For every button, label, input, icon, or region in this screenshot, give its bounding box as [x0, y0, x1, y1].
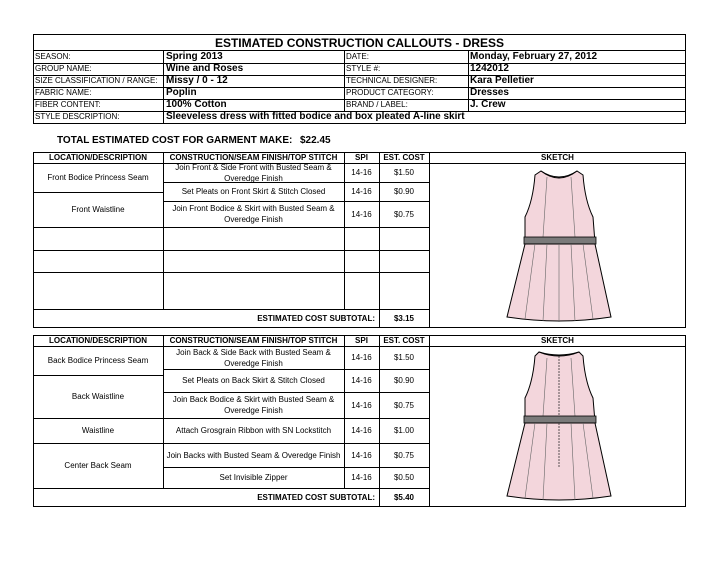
front-subtotal-value: $3.15 — [393, 313, 415, 323]
fiber-label: FIBER CONTENT: — [35, 100, 101, 109]
back-row-2-cost: $0.90 — [393, 376, 415, 385]
front-row-1-spi: 14-16 — [351, 168, 372, 177]
back-row-2-spi: 14-16 — [351, 376, 372, 385]
product-category-label: PRODUCT CATEGORY: — [346, 88, 434, 97]
technical-designer-label: TECHNICAL DESIGNER: — [346, 76, 438, 85]
back-construction-header: CONSTRUCTION/SEAM FINISH/TOP STITCH — [169, 336, 338, 345]
sheet-title: ESTIMATED CONSTRUCTION CALLOUTS - DRESS — [33, 34, 686, 51]
back-location-center-back-seam: Center Back Seam — [64, 461, 132, 470]
back-row-1-spi: 14-16 — [351, 353, 372, 362]
back-row-6-cost: $0.50 — [393, 473, 415, 482]
back-row-3-construction: Join Back Bodice & Skirt with Busted Seam & Overedge Finish — [172, 395, 335, 415]
back-subtotal-value: $5.40 — [393, 492, 415, 502]
group-value: Wine and Roses — [166, 63, 244, 74]
back-row-6-construction: Set Invisible Zipper — [219, 473, 288, 482]
front-spi-header: SPI — [355, 153, 368, 162]
back-row-3-cost: $0.75 — [393, 400, 415, 410]
size-label: SIZE CLASSIFICATION / RANGE: — [35, 76, 158, 85]
front-location-header: LOCATION/DESCRIPTION — [48, 153, 148, 162]
date-value: Monday, February 27, 2012 — [470, 51, 598, 62]
front-subtotal-label: ESTIMATED COST SUBTOTAL: — [257, 313, 375, 323]
back-row-5-spi: 14-16 — [351, 450, 372, 460]
back-row-4-construction: Attach Grosgrain Ribbon with SN Lockstitch — [175, 426, 332, 435]
brand-label: BRAND / LABEL: — [346, 100, 408, 109]
style-number-value: 1242012 — [470, 63, 509, 74]
style-number-label: STYLE #: — [346, 64, 381, 73]
back-location-princess-seam: Back Bodice Princess Seam — [47, 356, 149, 365]
front-cost-header: EST. COST — [383, 153, 425, 162]
front-construction-header: CONSTRUCTION/SEAM FINISH/TOP STITCH — [169, 153, 338, 162]
technical-designer-value: Kara Pelletier — [470, 75, 534, 86]
back-row-5-construction: Join Backs with Busted Seam & Overedge Finish — [166, 450, 341, 460]
back-sketch-header: SKETCH — [541, 336, 574, 345]
fabric-label: FABRIC NAME: — [35, 88, 92, 97]
back-cost-header: EST. COST — [383, 336, 425, 345]
front-callout-table — [33, 152, 686, 327]
product-category-value: Dresses — [470, 87, 509, 98]
front-row-1-cost: $1.50 — [393, 168, 415, 177]
back-row-3-spi: 14-16 — [351, 400, 372, 410]
back-row-4-spi: 14-16 — [351, 426, 372, 435]
front-row-2-cost: $0.90 — [393, 187, 415, 196]
front-row-3-cost: $0.75 — [393, 209, 415, 219]
size-value: Missy / 0 - 12 — [166, 75, 228, 86]
back-location-header: LOCATION/DESCRIPTION — [48, 336, 148, 345]
front-row-2-construction: Set Pleats on Front Skirt & Stitch Closed — [181, 187, 326, 196]
group-label: GROUP NAME: — [35, 64, 92, 73]
front-row-3-construction: Join Front Bodice & Skirt with Busted Seam & Overedge Finish — [172, 204, 335, 224]
fabric-value: Poplin — [166, 87, 197, 98]
front-row-3-spi: 14-16 — [351, 209, 372, 219]
style-description-label: STYLE DESCRIPTION: — [35, 112, 120, 121]
back-location-ribbon-waistline: Waistline — [81, 426, 115, 435]
back-dress-sketch — [503, 348, 615, 504]
info-block — [33, 51, 686, 123]
front-row-1-construction: Join Front & Side Front with Busted Seam & Overedge Finish — [175, 162, 332, 183]
back-row-2-construction: Set Pleats on Back Skirt & Stitch Closed — [182, 376, 325, 385]
style-description-value: Sleeveless dress with fitted bodice and box pleated A-line skirt — [166, 111, 465, 122]
construction-callout-sheet — [33, 34, 686, 508]
front-sketch-header: SKETCH — [541, 153, 574, 162]
season-value: Spring 2013 — [166, 51, 223, 62]
back-spi-header: SPI — [355, 336, 368, 345]
season-label: SEASON: — [35, 52, 71, 61]
front-location-waistline: Front Waistline — [71, 205, 125, 214]
date-label: DATE: — [346, 52, 369, 61]
back-row-1-cost: $1.50 — [393, 353, 415, 362]
fiber-value: 100% Cotton — [166, 99, 227, 110]
back-row-5-cost: $0.75 — [393, 450, 415, 460]
back-row-1-construction: Join Back & Side Back with Busted Seam & Overedge Finish — [176, 347, 331, 368]
back-row-6-spi: 14-16 — [351, 473, 372, 482]
total-cost-label: TOTAL ESTIMATED COST FOR GARMENT MAKE: — [57, 135, 293, 146]
front-dress-sketch — [503, 167, 615, 325]
back-subtotal-label: ESTIMATED COST SUBTOTAL: — [257, 492, 375, 502]
back-location-waistline: Back Waistline — [71, 392, 125, 401]
brand-value: J. Crew — [470, 99, 506, 110]
total-cost-value: $22.45 — [300, 135, 331, 146]
front-location-princess-seam: Front Bodice Princess Seam — [47, 173, 149, 182]
back-row-4-cost: $1.00 — [393, 426, 415, 435]
back-callout-table — [33, 335, 686, 506]
front-row-2-spi: 14-16 — [351, 187, 372, 196]
